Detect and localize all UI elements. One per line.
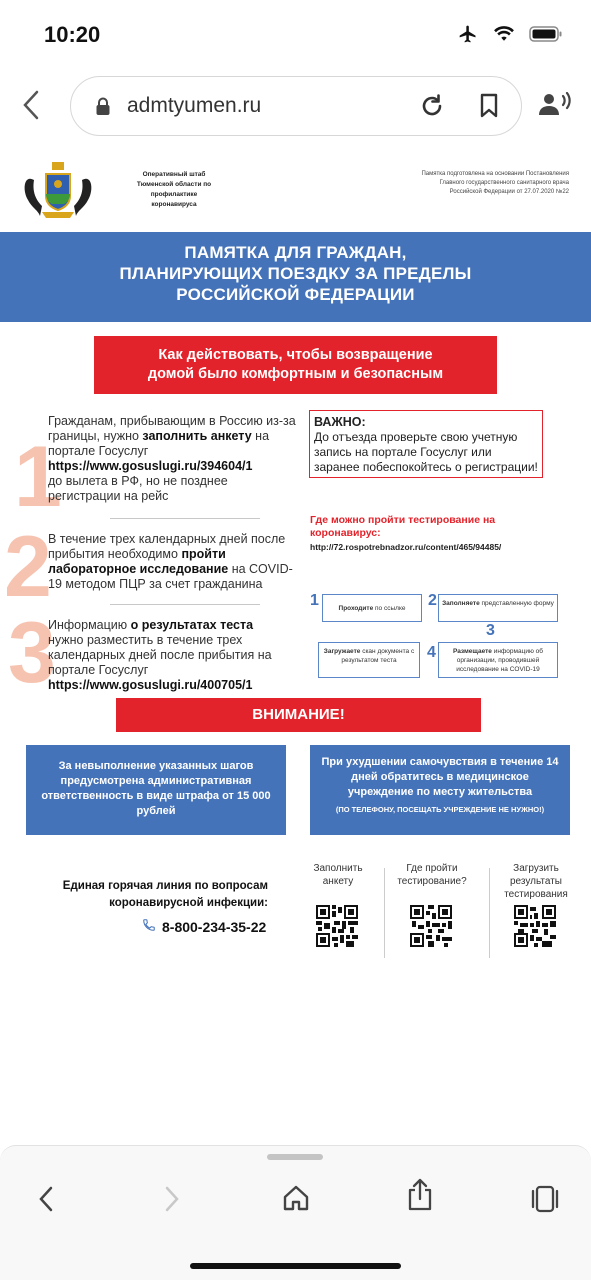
home-icon[interactable]	[282, 1184, 310, 1217]
leaflet-document	[0, 148, 591, 978]
step-number: 2	[4, 519, 52, 615]
divider	[110, 518, 260, 519]
mini-step-text: информацию об организации, проводившей исследование на COVID-19	[456, 648, 543, 673]
testing-title: Где можно пройти тестирование на коронавирус:	[310, 514, 496, 539]
home-indicator	[190, 1263, 401, 1269]
mini-step-bold: Размещаете	[452, 648, 492, 655]
mini-step-text: скан документа с результатом теста	[341, 648, 415, 664]
results-link[interactable]: https://www.gosuslugi.ru/400705/1	[48, 678, 253, 692]
status-icons	[457, 24, 563, 49]
mini-step-text: представленную форму	[479, 600, 554, 607]
mini-step-2	[438, 594, 558, 622]
mini-step-bold: Заполняете	[442, 600, 480, 607]
address-bar[interactable]	[70, 76, 522, 136]
status-time: 10:20	[44, 22, 101, 47]
step-text: на COVID-19 методом ПЦР за счет гражданина	[48, 562, 293, 591]
status-bar	[0, 0, 591, 70]
qr-label: Заполнить анкету	[313, 863, 363, 887]
legal-basis-text: Памятка подготовлена на основании Постановления Главного государственного санитарного врача Российской Федерации от 27.07.2020 №22	[421, 171, 569, 195]
coat-of-arms-icon	[20, 160, 96, 227]
divider	[489, 868, 490, 958]
step-2-text	[48, 532, 293, 592]
bookmark-icon[interactable]	[478, 93, 500, 124]
hotline-text: Единая горячая линия по вопросам коронавирусной инфекции:	[62, 880, 268, 909]
important-text: До отъезда проверьте свою учетную запись на портале Госуслуг или заранее побеспокойтесь о регистрации!	[314, 430, 538, 474]
step-number: 3	[8, 605, 56, 701]
step-text: до вылета в РФ, но не позднее регистрации на рейс	[48, 474, 228, 503]
divider	[110, 604, 260, 605]
attention-banner: ВНИМАНИЕ!	[116, 698, 481, 732]
step-bold: о результатах теста	[130, 618, 254, 632]
health-warning-text: При ухудшении самочувствия в течение 14 дней обратитесь в медицинское учреждение по месту жительства	[321, 756, 559, 798]
step-3-text	[48, 618, 288, 693]
mini-step-number: 2	[428, 592, 437, 609]
battery-icon	[529, 25, 563, 48]
title-line: РОССИЙСКОЙ ФЕДЕРАЦИИ	[176, 285, 415, 304]
leaflet-title	[0, 232, 591, 322]
airplane-icon	[457, 24, 479, 49]
mini-step-4	[318, 642, 420, 678]
browser-address-row	[0, 72, 591, 140]
title-line: ПЛАНИРУЮЩИХ ПОЕЗДКУ ЗА ПРЕДЕЛЫ	[119, 264, 472, 283]
anketa-link[interactable]: https://www.gosuslugi.ru/394604/1	[48, 459, 253, 473]
browser-toolbar	[0, 1145, 591, 1280]
mini-step-bold: Проходите	[338, 605, 374, 612]
step-text: Информацию	[48, 618, 131, 632]
mini-step-1	[322, 594, 422, 622]
step-number: 1	[14, 429, 62, 525]
important-box	[309, 410, 543, 478]
reader-icon[interactable]	[538, 92, 572, 121]
mini-step-bold: Загружаете	[323, 648, 361, 655]
mini-step-text: по ссылке	[373, 605, 406, 612]
step-text: Гражданам, прибывающим в Россию из-за границы, нужно	[48, 414, 296, 443]
testing-link[interactable]: http://72.rospotrebnadzor.ru/content/465/94485/	[310, 542, 502, 552]
mini-step-number: 4	[427, 644, 436, 661]
tabs-icon[interactable]	[530, 1184, 560, 1219]
forward-icon[interactable]	[162, 1184, 182, 1219]
phone-number: 8-800-234-35-22	[162, 918, 267, 935]
leaflet-header	[0, 148, 591, 232]
mini-step-3	[438, 642, 558, 678]
divider	[384, 868, 385, 958]
fine-warning: За невыполнение указанных шагов предусмотрена административная ответственность в виде штрафа от 15 000 рублей	[26, 745, 286, 835]
step-text: нужно разместить в течение трех календарных дней после прибытия на портале Госуслуг	[48, 633, 272, 677]
url-text: admtyumen.ru	[127, 94, 262, 117]
lock-icon	[95, 97, 111, 122]
qr-label: Загрузить результаты тестирования	[504, 863, 568, 900]
qr-label: Где пройти тестирование?	[397, 863, 467, 887]
share-icon[interactable]	[406, 1178, 434, 1217]
qr-code-testing-icon[interactable]	[410, 905, 452, 947]
subtitle-banner	[94, 336, 497, 394]
qr-code-anketa-icon[interactable]	[316, 905, 358, 947]
health-warning	[310, 745, 570, 835]
step-1-text	[48, 414, 298, 504]
phone-icon	[142, 918, 156, 935]
mini-step-number: 3	[486, 622, 495, 639]
nav-back-icon[interactable]	[36, 1184, 56, 1219]
hotline-phone[interactable]	[142, 918, 266, 935]
step-bold: пройти лабораторное исследование	[48, 547, 229, 576]
important-title: ВАЖНО:	[314, 415, 366, 429]
qr-code-results-icon[interactable]	[514, 905, 556, 947]
wifi-icon	[493, 25, 515, 48]
reload-icon[interactable]	[419, 93, 445, 124]
title-line: ПАМЯТКА ДЛЯ ГРАЖДАН,	[184, 243, 407, 262]
step-text: В течение трех календарных дней после прибытия необходимо	[48, 532, 286, 561]
subtitle-line: Как действовать, чтобы возвращение	[158, 347, 433, 363]
health-warning-note: (ПО ТЕЛЕФОНУ, ПОСЕЩАТЬ УЧРЕЖДЕНИЕ НЕ НУЖНО!)	[335, 805, 545, 814]
mini-step-number: 1	[310, 592, 319, 609]
sheet-grabber[interactable]	[267, 1154, 323, 1160]
step-text: на портале Госуслуг	[48, 429, 270, 458]
back-icon[interactable]	[20, 88, 50, 124]
hq-text: Оперативный штаб Тюменской области по профилактике коронавируса	[136, 171, 212, 208]
step-bold: заполнить анкету	[142, 429, 252, 443]
subtitle-line: домой было комфортным и безопасным	[147, 366, 444, 382]
